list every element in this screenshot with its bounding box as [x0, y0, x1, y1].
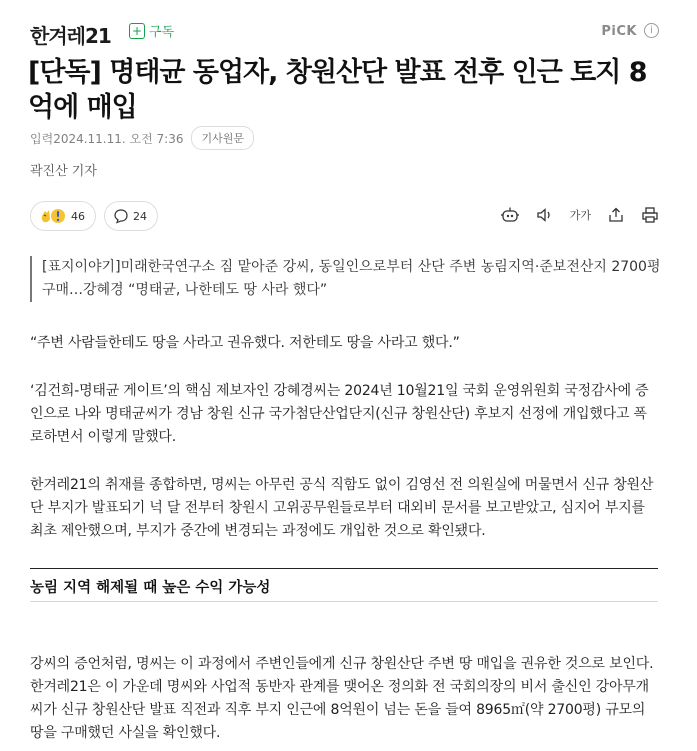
reaction-emoji-icon — [39, 207, 67, 225]
plus-icon: + — [129, 23, 145, 39]
reaction-bar — [30, 201, 158, 231]
press-logo[interactable]: 한겨레21 — [30, 24, 111, 48]
article-tools — [500, 206, 659, 224]
pick-label: PiCK — [601, 24, 637, 39]
share-icon[interactable] — [607, 206, 625, 224]
article-meta — [30, 126, 254, 150]
article-headline: [단독] 명태균 동업자, 창원산단 발표 전후 인근 토지 8억에 매입 — [28, 57, 647, 123]
input-label: 입력 — [30, 131, 54, 146]
reaction-count: 46 — [71, 209, 85, 223]
subscribe-button[interactable] — [129, 21, 174, 40]
font-size-icon[interactable]: 가가 — [569, 209, 591, 222]
reaction-button[interactable] — [30, 201, 96, 231]
paragraph-4: 강씨의 증언처럼, 명씨는 이 과정에서 주변인들에게 신규 창원산단 주변 땅 매입을 권유한 것으로 보인다. 한겨레21은 이 가운데 명씨와 사업적 동반자 관계를 맺어온 정의화 전 국회의장의 비서 출신인 강아무개씨가 신규 창원산단 발표 직전과 직후 부지 인근에 8억원이 넘는 돈을 들여 8965㎡(약 2700평) 규모의 땅을 구매했던 사실을 확인했다. — [30, 656, 654, 741]
summary-quote: [표지이야기]미래한국연구소 짐 맡아준 강씨, 동일인으로부터 산단 주변 농림지역·준보전산지 2700평 구매…강혜경 “명태균, 나한테도 땅 사라 했다” — [30, 256, 662, 302]
paragraph-3: 한겨레21의 취재를 종합하면, 명씨는 아무런 공식 직함도 없이 김영선 전 의원실에 머물면서 신규 창원산단 부지가 발표되기 넉 달 전부터 창원시 고위공무원들로부터 대외비 문서를 보고받았고, 심지어 부지를 최초 제안했으며, 부지가 중간에 변경되는 과정에도 개입한 것으로 확인됐다. — [30, 477, 654, 539]
paragraph-1: “주변 사람들한테도 땅을 사라고 권유했다. 저한테도 땅을 사라고 했다.” — [30, 335, 460, 351]
subheading-top-rule — [30, 568, 658, 569]
paragraph-2: ‘김건희-명태균 게이트’의 핵심 제보자인 강혜경씨는 2024년 10월21일 국회 운영위원회 국정감사에 증인으로 나와 명태균씨가 경남 창원 신규 국가첨단산업단지(신규 창원산단) 후보지 선정에 개입했다고 폭로하면서 이렇게 말했다. — [30, 383, 649, 445]
robot-summary-icon[interactable] — [500, 206, 520, 224]
print-icon[interactable] — [641, 206, 659, 224]
subheading-bottom-rule — [30, 601, 658, 602]
audio-speaker-icon[interactable] — [536, 206, 554, 224]
subscribe-label: 구독 — [149, 25, 175, 40]
original-article-button[interactable]: 기사원문 — [191, 126, 254, 150]
comment-count: 24 — [133, 209, 147, 223]
comment-button[interactable] — [104, 201, 158, 231]
top-bar — [30, 20, 659, 48]
publish-date: 2024.11.11. 오전 7:36 — [53, 131, 184, 146]
date-text — [30, 130, 183, 147]
comment-icon — [113, 208, 129, 224]
info-icon[interactable]: i — [644, 23, 659, 38]
reporter-name[interactable]: 곽진산 기자 — [30, 164, 97, 179]
article-subheading: 농림 지역 해제될 때 높은 수익 가능성 — [30, 580, 271, 596]
